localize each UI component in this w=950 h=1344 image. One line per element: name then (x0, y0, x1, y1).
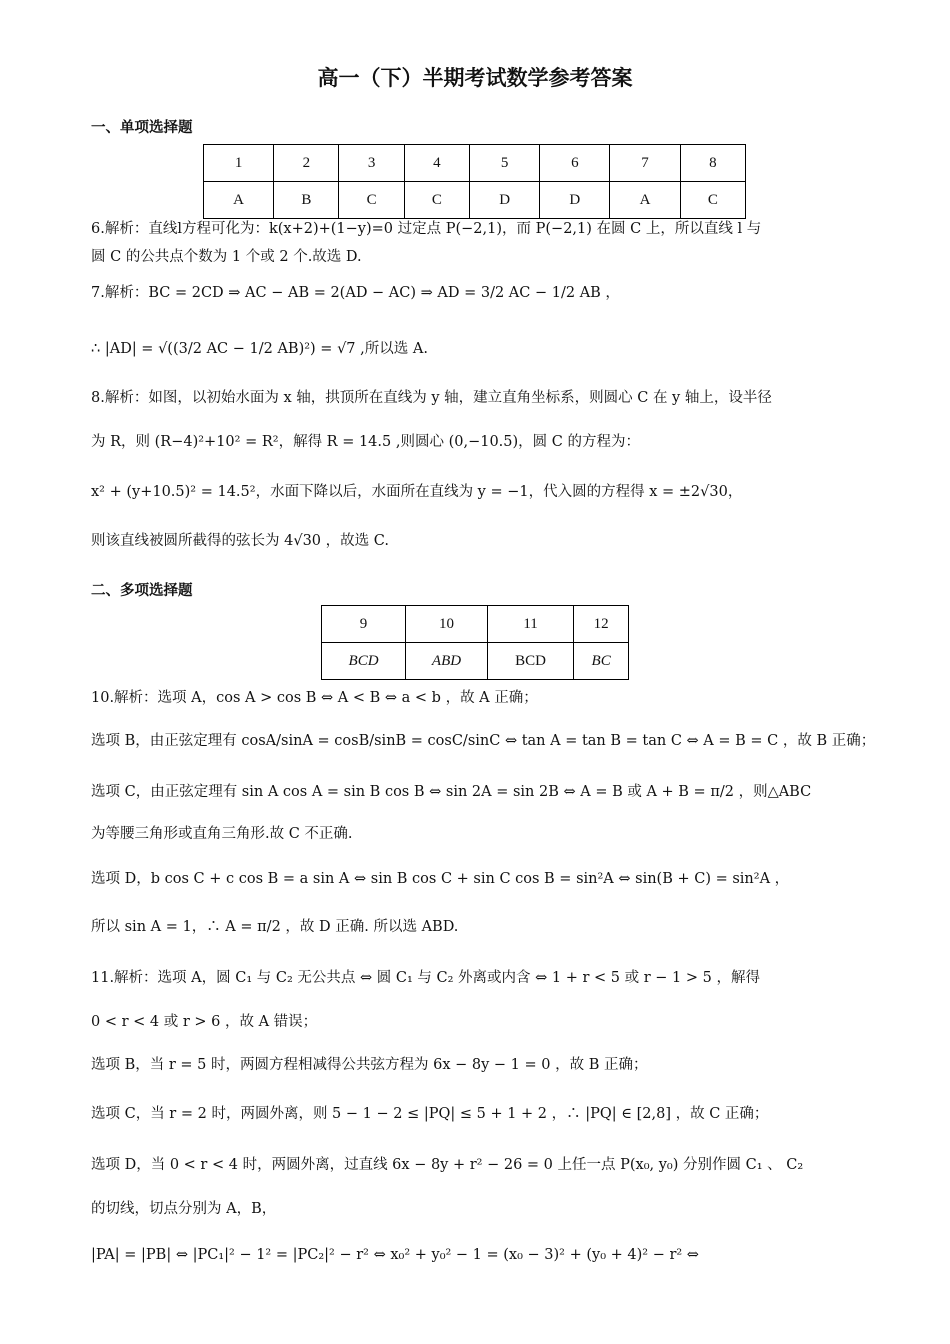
solution-8-line-2: 为 R，则 (R−4)²+10² = R²，解得 R = 14.5 ,则圆心 (0,−10.5)，圆 C 的方程为： (91, 434, 640, 450)
multiple-choice-answer-table (321, 605, 629, 680)
solution-11-line-7: |PA| = |PB| ⇔ |PC₁|² − 1² = |PC₂|² − r² ⇔ x₀² + y₀² − 1 = (x₀ − 3)² + (y₀ + 4)² − r² ⇔ (91, 1247, 699, 1263)
answer-cell: B (274, 182, 339, 219)
solution-6-line-2: 圆 C 的公共点个数为 1 个或 2 个.故选 D. (91, 249, 362, 265)
solution-11-line-1: 11.解析：选项 A，圆 C₁ 与 C₂ 无公共点 ⇔ 圆 C₁ 与 C₂ 外离或内含 ⇔ 1 + r < 5 或 r − 1 > 5 ，解得 (91, 970, 760, 986)
question-number: 6 (540, 145, 610, 182)
solution-8-line-4: 则该直线被圆所截得的弦长为 4√30 ，故选 C. (91, 533, 389, 549)
solution-10-line-4: 为等腰三角形或直角三角形.故 C 不正确. (91, 826, 353, 842)
question-number: 11 (487, 606, 573, 643)
solution-10-line-5: 选项 D，b cos C + c cos B = a sin A ⇔ sin B cos C + sin C cos B = sin²A ⇔ sin(B + C) = sin²A ， (91, 871, 790, 887)
table-row (322, 606, 629, 643)
question-number: 5 (470, 145, 540, 182)
answer-cell: C (339, 182, 404, 219)
question-number: 1 (204, 145, 274, 182)
section-heading-multiple-choice: 二、多项选择题 (91, 583, 193, 599)
question-number: 9 (322, 606, 406, 643)
answer-cell: BCD (487, 643, 573, 680)
solution-8-line-3: x² + (y+10.5)² = 14.5²，水面下降以后，水面所在直线为 y = −1，代入圆的方程得 x = ±2√30， (91, 484, 743, 500)
solution-6-line-1: 6.解析：直线l方程可化为：k(x+2)+(1−y)=0 过定点 P(−2,1)，而 P(−2,1) 在圆 C 上，所以直线 l 与 (91, 221, 762, 237)
answer-cell: ABD (406, 643, 488, 680)
page-title: 高一（下）半期考试数学参考答案 (317, 66, 633, 90)
answer-cell: BCD (322, 643, 406, 680)
answer-cell: C (680, 182, 745, 219)
question-number: 7 (610, 145, 680, 182)
solution-10-line-6: 所以 sin A = 1，∴ A = π/2 ，故 D 正确. 所以选 ABD. (91, 919, 459, 935)
answer-cell: C (404, 182, 469, 219)
question-number: 4 (404, 145, 469, 182)
question-number: 8 (680, 145, 745, 182)
answer-cell: A (204, 182, 274, 219)
question-number: 2 (274, 145, 339, 182)
solution-7-line-1: 7.解析：BC = 2CD ⇒ AC − AB = 2(AD − AC) ⇒ AD = 3/2 AC − 1/2 AB ， (91, 285, 620, 301)
answer-cell: D (540, 182, 610, 219)
solution-11-line-6: 的切线，切点分别为 A，B， (91, 1201, 277, 1217)
solution-10-line-3: 选项 C，由正弦定理有 sin A cos A = sin B cos B ⇔ sin 2A = sin 2B ⇔ A = B 或 A + B = π/2 ，则△ABC (91, 784, 812, 800)
answer-cell: BC (574, 643, 629, 680)
section-heading-single-choice: 一、单项选择题 (91, 120, 193, 136)
solution-11-line-5: 选项 D，当 0 < r < 4 时，两圆外离，过直线 6x − 8y + r² − 26 = 0 上任一点 P(x₀, y₀) 分别作圆 C₁ 、 C₂ (91, 1157, 804, 1173)
solution-7-line-2: ∴ |AD| = √((3/2 AC − 1/2 AB)²) = √7 ,所以选 A. (91, 341, 428, 357)
table-row (204, 182, 746, 219)
single-choice-answer-table (203, 144, 746, 219)
solution-10-line-2: 选项 B，由正弦定理有 cosA/sinA = cosB/sinB = cosC/sinC ⇔ tan A = tan B = tan C ⇔ A = B = C ，故 B 正确； (91, 733, 876, 749)
solution-11-line-3: 选项 B，当 r = 5 时，两圆方程相减得公共弦方程为 6x − 8y − 1 = 0 ，故 B 正确； (91, 1057, 648, 1073)
table-row (322, 643, 629, 680)
solution-8-line-1: 8.解析：如图，以初始水面为 x 轴，拱顶所在直线为 y 轴，建立直角坐标系，则圆心 C 在 y 轴上，设半径 (91, 390, 772, 406)
answer-cell: D (470, 182, 540, 219)
solution-11-line-4: 选项 C，当 r = 2 时，两圆外离，则 5 − 1 − 2 ≤ |PQ| ≤ 5 + 1 + 2 ，∴ |PQ| ∈ [2,8] ，故 C 正确； (91, 1106, 769, 1122)
question-number: 3 (339, 145, 404, 182)
question-number: 10 (406, 606, 488, 643)
table-row (204, 145, 746, 182)
solution-10-line-1: 10.解析：选项 A，cos A > cos B ⇔ A < B ⇔ a < b ，故 A 正确； (91, 690, 538, 706)
solution-11-line-2: 0 < r < 4 或 r > 6 ，故 A 错误； (91, 1014, 318, 1030)
question-number: 12 (574, 606, 629, 643)
answer-cell: A (610, 182, 680, 219)
